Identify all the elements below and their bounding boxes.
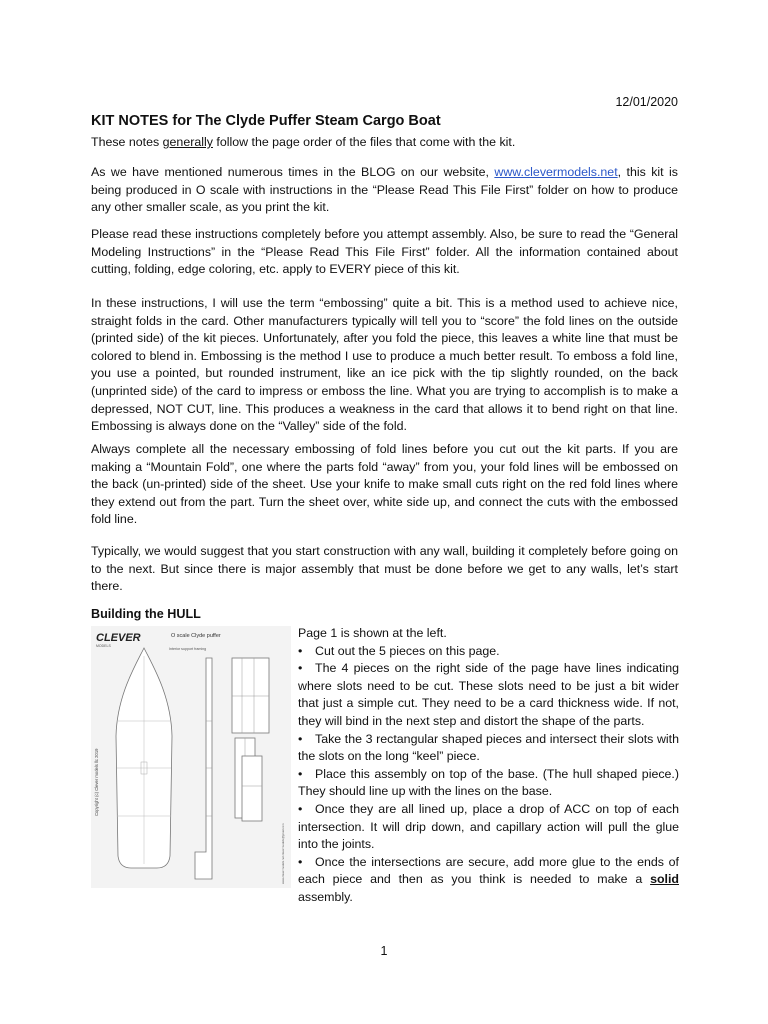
bullet-glyph: •: [298, 766, 303, 781]
page-number: 1: [380, 944, 388, 958]
intro-paragraph: [91, 134, 678, 152]
step-item: [298, 643, 679, 661]
thumbnail-caption: O scale Clyde puffer: [171, 633, 221, 639]
bullet-glyph: •: [298, 731, 303, 746]
step-text-pre: Once the intersections are secure, add more glue to the ends of each piece and then as you think is needed to make a: [298, 854, 679, 887]
hull-steps: [298, 625, 679, 907]
step-text: Once they are all lined up, place a drop of ACC on top of each intersection. It will drip down, and capillary action will pull the glue into the joints.: [298, 801, 679, 852]
blog-paragraph: [91, 164, 678, 217]
thumbnail-logo-sub: MODELS: [96, 644, 111, 648]
thumbnail-logo: CLEVER: [96, 632, 141, 644]
frame-piece-3: [242, 756, 262, 821]
website-link[interactable]: www.clevermodels.net: [494, 165, 618, 179]
step-item: [298, 731, 679, 766]
step-text-post: assembly.: [298, 889, 353, 904]
mountain-fold-paragraph: Always complete all the necessary embossing of fold lines before you cut out the kit parts. If you are making a “Mountain Fold”, one where the parts fold “away” from you, your fold lines will be embossed on the back (un-printed) side of the sheet. Use your knife to make small cuts right on the red fold lines where they extend out from the part. Turn the sheet over, white side up, and connect the cuts with the embossed fold line.: [91, 442, 678, 527]
embossing-paragraph: In these instructions, I will use the term “embossing” quite a bit. This is a method used to achieve nice, straight folds in the card. Other manufacturers typically will tell you to “score” the fold lines on the outside (printed side) of the kit pieces. Unfortunately, after you fold the piece, this leaves a white line that must be colored to blend in. Embossing is the method I use to produce a much better result. To emboss a fold line, you use a pointed, but rounded instrument, like an ice pick with the tip slightly rounded, on the back (unprinted side) of the card to impress or emboss the line. What you are trying to accomplish is to make a depressed, NOT CUT, line. This produces a weakness in the card that allows it to bend right on that line. Embossing is always done on the “Valley” side of the fold.: [91, 296, 678, 434]
thumbnail-side-text: www.clevermodels.net clevermodels@gmail.com: [281, 823, 285, 884]
thumbnail-subcaption: Interior support framing: [169, 647, 207, 651]
read-instructions-paragraph: Please read these instructions completely before you attempt assembly. Also, be sure to read the “General Modeling Instructions” in the “Please Read This File First” folder. All the information contained about cutting, folding, edge coloring, etc. apply to EVERY piece of this kit.: [91, 227, 678, 277]
step-text: Take the 3 rectangular shaped pieces and intersect their slots with the slots on the long “keel” piece.: [298, 731, 679, 764]
intro-underlined-word: generally: [162, 135, 213, 149]
section-heading-hull: Building the HULL: [91, 607, 201, 621]
blog-text-pre: As we have mentioned numerous times in the BLOG on our website,: [91, 165, 495, 179]
kit-page-thumbnail: [91, 626, 291, 888]
step-text: The 4 pieces on the right side of the page have lines indicating where slots need to be cut. These slots need to be just a bit wider that just a simple cut. They need to be a card thickness wide. If not, they will bind in the next step and distort the shape of the parts.: [298, 661, 679, 728]
thumbnail-copyright: Copyright (c) Clever models llc 2019: [94, 748, 99, 816]
frame-piece-1: [232, 658, 269, 733]
step-item: [298, 801, 679, 854]
intro-text-post: follow the page order of the files that come with the kit.: [212, 135, 516, 149]
bullet-glyph: •: [298, 854, 303, 869]
step-item: [298, 854, 679, 907]
step-text: Place this assembly on top of the base. (The hull shaped piece.) They should line up with the lines on the base.: [298, 766, 679, 799]
step-item: [298, 766, 679, 801]
step-text: Cut out the 5 pieces on this page.: [315, 643, 500, 658]
steps-intro: Page 1 is shown at the left.: [298, 626, 447, 640]
bullet-glyph: •: [298, 661, 303, 676]
intro-text-pre: These notes: [91, 135, 163, 149]
step-emphasis: solid: [650, 872, 679, 887]
document-title: KIT NOTES for The Clyde Puffer Steam Cargo Boat: [91, 113, 441, 129]
document-date: 12/01/2020: [615, 95, 678, 109]
blog-text-post: , this kit is being produced in O scale with instructions in the “Please Read This File First” folder on how to produce any other smaller scale, as you print the kit.: [91, 165, 678, 215]
step-item: [298, 660, 679, 730]
bullet-glyph: •: [298, 643, 303, 658]
bullet-glyph: •: [298, 801, 303, 816]
construction-order-paragraph: Typically, we would suggest that you start construction with any wall, building it completely before going on to the next. But since there is major assembly that must be done before we get to any walls, let’s start there.: [91, 544, 678, 594]
